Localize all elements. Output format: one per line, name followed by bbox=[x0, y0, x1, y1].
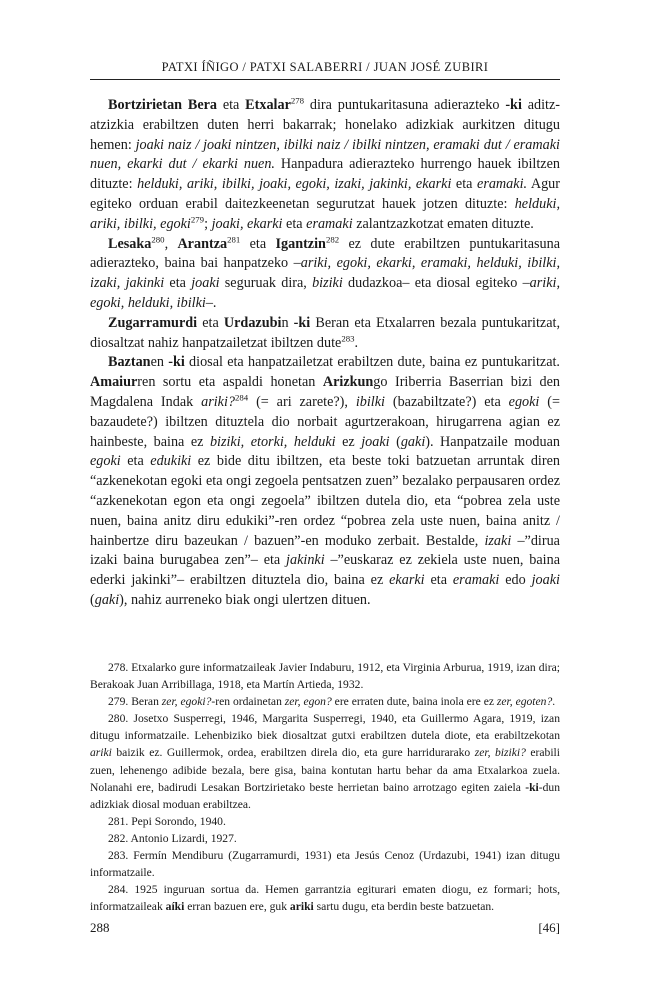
footnote bbox=[90, 813, 560, 830]
text-run: Hanpadura adierazteko hurrengo hauek ibiltzen dituzte: bbox=[90, 156, 560, 193]
running-head: PATXI ÍÑIGO / PATXI SALABERRI / JUAN JOSÉ ZUBIRI bbox=[161, 60, 489, 74]
footnote-ref: 283 bbox=[341, 332, 355, 343]
italic-run: eramaki bbox=[306, 215, 353, 232]
text-run: baizik ez. Guillermok, ordea, erabiltzen direla dio, eta gure harridurarako bbox=[111, 746, 475, 760]
text-run: 282. Antonio Lizardi, 1927. bbox=[108, 831, 237, 845]
footnote bbox=[90, 830, 560, 847]
text-run: eta bbox=[240, 235, 276, 252]
text-run: go Iriberria Baserrian bizi den Magdalena Indak bbox=[90, 374, 561, 410]
text-run: –”euskaraz ez zekiela uste nuen, baina ederki jakinki”– erabiltzen dituztela dio, baina ez bbox=[90, 552, 560, 589]
text-run: (bazabiltzate?) eta bbox=[384, 393, 509, 410]
italic-run: gaki bbox=[400, 433, 426, 450]
footnote-ref: 281 bbox=[227, 233, 241, 244]
text-run: –”dirua izaki baina burugabea zen”– eta bbox=[90, 532, 560, 569]
bold-run: aíki bbox=[165, 900, 185, 914]
italic-run: joaki bbox=[191, 275, 220, 292]
footnote-ref: 278 bbox=[290, 95, 305, 106]
italic-run: jakinki bbox=[286, 552, 325, 569]
italic-run: izaki bbox=[484, 532, 512, 549]
text-run: aditz-atzizkia erabiltzen duten herri bakarrak; honelako adizkiak aurkitzen ditugu hemen: bbox=[90, 97, 560, 153]
footnote bbox=[90, 881, 560, 915]
text-run: eta bbox=[424, 572, 453, 589]
italic-run: ariki, egoki, helduki, ibilki bbox=[90, 275, 561, 311]
body-paragraph bbox=[90, 235, 560, 314]
text-run: eta bbox=[164, 275, 192, 292]
bold-run: Etxalar bbox=[245, 97, 291, 113]
bold-run: Bortzirietan Bera bbox=[108, 97, 218, 113]
italic-run: egoki bbox=[508, 393, 540, 410]
italic-run: ariki? bbox=[201, 393, 235, 410]
text-run: ( bbox=[389, 433, 401, 450]
bold-run: Arizkun bbox=[322, 374, 374, 391]
italic-run: gaki bbox=[94, 591, 120, 608]
text-run: eta bbox=[282, 215, 307, 232]
italic-run: zer, egoki? bbox=[161, 695, 212, 709]
text-run: dira puntukaritasuna adierazteko bbox=[304, 97, 506, 113]
footnote-ref: 284 bbox=[234, 392, 249, 403]
text-run: –. bbox=[205, 294, 217, 311]
footnote-ref: 279 bbox=[190, 214, 205, 225]
bold-run: Arantza bbox=[177, 235, 228, 252]
italic-run: joaki bbox=[531, 572, 560, 589]
italic-run: joaki, ekarki bbox=[211, 215, 283, 232]
text-run: 278. Etxalarko gure informatzaileak Javier Indaburu, 1912, eta Virginia Arburua, 1919, izan dira; Berakoak Juan Arribillaga, 1918, eta Martín Artieda, 1932. bbox=[90, 661, 560, 692]
text-run: erran bazuen ere, guk bbox=[184, 900, 290, 914]
text-run: (= ari zarete?), bbox=[248, 393, 356, 410]
italic-run: edukiki bbox=[150, 453, 192, 470]
text-run: sartu dugu, eta berdin beste batzuetan. bbox=[313, 900, 495, 914]
text-run: diosal eta hanpatzailetzat erabiltzen dute, baina ez puntukaritzat. bbox=[184, 354, 560, 371]
text-run: ), nahiz aurreneko biak ongi ulertzen dituen. bbox=[119, 591, 371, 608]
text-run: ; bbox=[204, 215, 212, 232]
italic-run: biziki bbox=[312, 275, 343, 292]
footnote bbox=[90, 710, 560, 813]
bold-run: Urdazubi bbox=[223, 314, 282, 331]
text-run: zalantzazkotzat ematen dituzte. bbox=[352, 215, 534, 232]
text-run: -ren ordainetan bbox=[211, 695, 285, 709]
italic-run: zer, biziki? bbox=[474, 746, 526, 760]
body-paragraph bbox=[90, 96, 560, 235]
bold-run: ariki bbox=[289, 900, 314, 914]
text-run: eta bbox=[217, 97, 246, 113]
text-run: seguruak dira, bbox=[219, 275, 313, 292]
bold-run: Baztan bbox=[108, 354, 151, 371]
bold-run: -ki bbox=[525, 780, 539, 794]
footnote bbox=[90, 847, 560, 881]
text-run: ). Hanpatzaile moduan bbox=[425, 433, 560, 450]
text-run: n bbox=[281, 314, 294, 331]
header-rule bbox=[90, 79, 560, 80]
text-run: dudazkoa– eta diosal egiteko – bbox=[342, 275, 530, 292]
bold-run: -ki bbox=[505, 97, 522, 113]
italic-run: helduki, ariki, ibilki, egoki bbox=[90, 195, 560, 232]
bold-run: Lesaka bbox=[108, 235, 152, 252]
footnote-ref: 280 bbox=[151, 233, 165, 244]
bold-run: Amaiur bbox=[90, 374, 138, 391]
bold-run: Zugarramurdi bbox=[108, 314, 198, 331]
text-run: 279. Beran bbox=[108, 695, 162, 709]
italic-run: joaki bbox=[361, 433, 390, 450]
text-run: 280. Josetxo Susperregi, 1946, Margarita Susperregi, 1940, eta Guillermo Agara, 1919, izan ditugu informatzaile. Lehenbiziko biek diosaltzat gutxi erabiltzen dutela diote, eta erabiltzekotan bbox=[90, 712, 560, 743]
body-text bbox=[90, 96, 560, 611]
text-run: ( bbox=[90, 591, 95, 608]
italic-run: biziki, etorki, helduki bbox=[209, 433, 336, 450]
text-run: edo bbox=[499, 572, 532, 589]
text-run: Agur egiteko orduan erabil daitezkeenetan segurutzat hauek jotzen dituzte: bbox=[90, 176, 560, 212]
italic-run: ibilki bbox=[355, 393, 385, 410]
italic-run: eramaki bbox=[452, 572, 500, 589]
text-run: erabili zuen, lehenengo adibide bezala, bere gisa, baina kontutan hartu behar da ama Etxalarkoa zuela. Nolanahi ere, badirudi Lesakan Bortzirietako beste herrietan baino arrotzago egiten zaiela bbox=[90, 746, 560, 794]
italic-run: ariki bbox=[90, 746, 112, 760]
text-run: . bbox=[552, 695, 556, 709]
italic-run: eramaki. bbox=[477, 176, 528, 193]
body-paragraph bbox=[90, 314, 560, 354]
footnotes bbox=[90, 659, 560, 915]
text-run: en bbox=[150, 354, 169, 371]
bold-run: Igantzin bbox=[275, 235, 326, 252]
text-run: ren sortu eta aspaldi honetan bbox=[137, 374, 323, 391]
page-number: 288 bbox=[90, 920, 110, 935]
text-run: , bbox=[164, 235, 178, 252]
body-paragraph bbox=[90, 353, 560, 610]
italic-run: zer, egoten? bbox=[496, 695, 553, 709]
text-run: Beran eta Etxalarren bezala puntukaritzat, diosaltzat nahiz hanpatzailetzat ibiltzen dute bbox=[90, 314, 560, 351]
text-run: 284. 1925 inguruan sortua da. Hemen garrantzia egiturari ematen diogu, ez formari; hots, informatzaileak bbox=[90, 883, 560, 914]
footnote-ref: 282 bbox=[325, 233, 340, 244]
bold-run: -ki bbox=[293, 314, 311, 331]
text-run: 281. Pepi Sorondo, 1940. bbox=[108, 814, 226, 828]
italic-run: egoki bbox=[90, 453, 121, 470]
italic-run: ariki, egoki, ekarki, eramaki, helduki, ibilki, izaki, jakinki bbox=[90, 255, 561, 292]
italic-run: zer, egon? bbox=[284, 695, 332, 709]
text-run: ez bide ditu ibiltzen, eta beste toki batzuetan arruntak diren “azkenekotan egoki eta ongi zegoela pentsatzen zuen” bezalako perpausaren ordez “azkenekotan egon eta ongi zegoela” ibiltzen dutela dio, eta “pobrea zela uste nuen, baina anitz diru edukiki”-ren ordez “pobrea zela uste nuen, baina anitz / hainbertze diru bazeukan / bazuen”-en moduko zerbait. Bestalde, bbox=[90, 453, 560, 549]
footnote bbox=[90, 659, 560, 693]
text-run: . bbox=[354, 334, 359, 351]
italic-run: helduki, ariki, ibilki, joaki, egoki, izaki, jakinki, ekarki bbox=[137, 176, 452, 193]
italic-run: joaki naiz / joaki nintzen, ibilki naiz / ibilki nintzen, eramaki dut / eramaki nuen, ekarki dut / ekarki nuen. bbox=[90, 136, 560, 173]
text-run: ez bbox=[335, 433, 362, 450]
text-run: eta bbox=[197, 314, 224, 331]
footnote bbox=[90, 693, 560, 710]
text-run: eta bbox=[451, 176, 478, 193]
text-run: (= bazaudete?) ibiltzen dituztela dio norbait agurtzerakoan, hirugarrena agian ez hainbeste, baina ez bbox=[90, 393, 560, 450]
text-run: 283. Fermín Mendiburu (Zugarramurdi, 1931) eta Jesús Cenoz (Urdazubi, 1941) izan ditugu informatzaile. bbox=[90, 849, 560, 880]
text-run: ez dute erabiltzen puntukaritasuna adierazteko, baina bai hanpatzeko – bbox=[90, 235, 560, 272]
text-run: -dun adizkiak diosal moduan erabiltzea. bbox=[90, 780, 560, 811]
section-page-number: [46] bbox=[538, 920, 560, 935]
italic-run: ekarki bbox=[389, 572, 425, 589]
bold-run: -ki bbox=[168, 354, 185, 371]
text-run: ere erraten dute, baina inola ere ez bbox=[331, 695, 497, 709]
text-run: eta bbox=[120, 453, 151, 470]
